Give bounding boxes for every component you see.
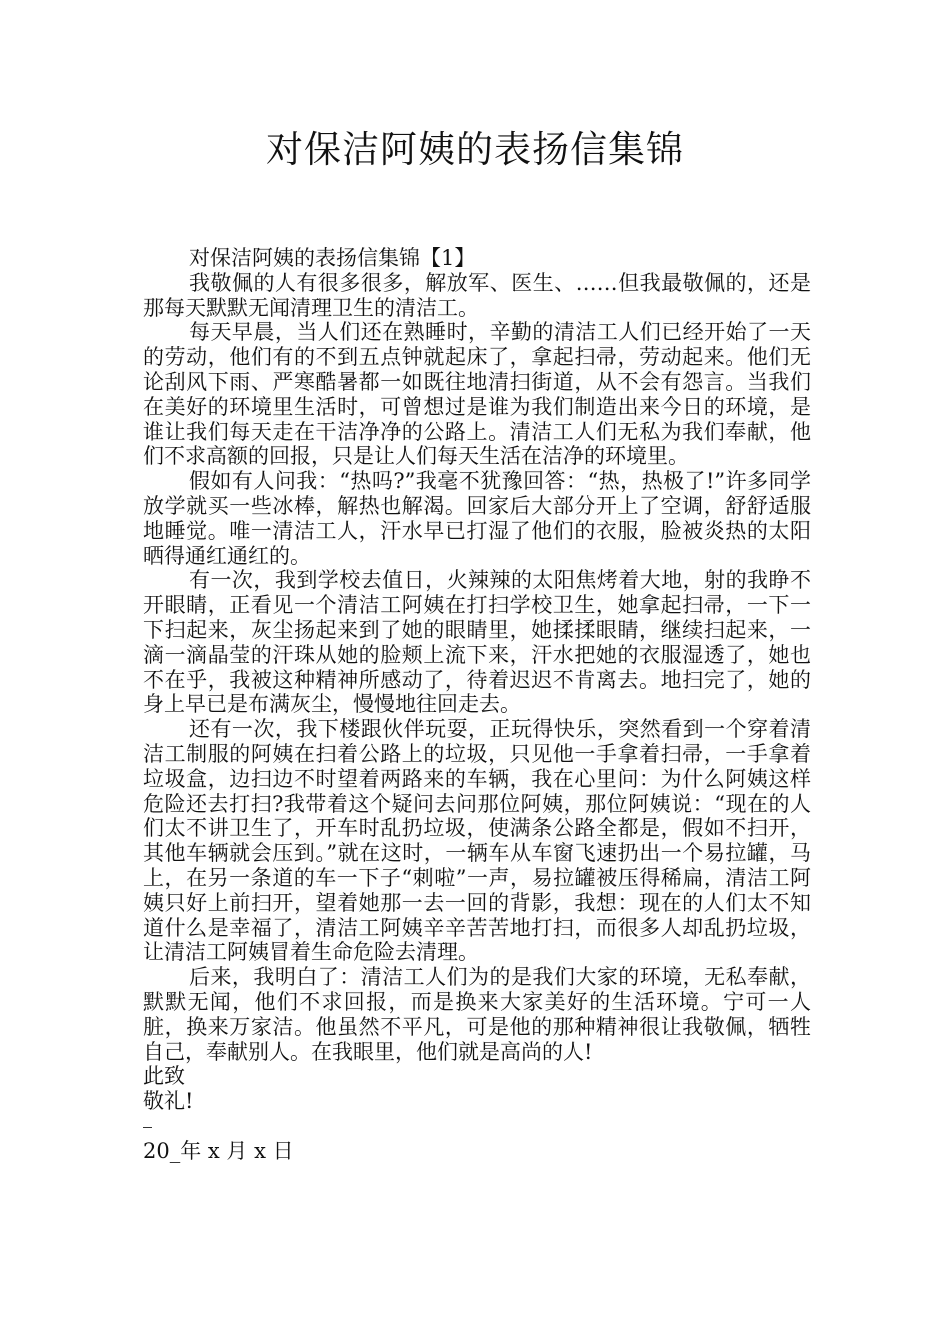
paragraph-4: 有一次，我到学校去值日，火辣辣的太阳焦烤着大地，射的我睁不开眼睛，正看见一个清洁工阿姨在打扫学校卫生，她拿起扫帚，一下一下扫起来，灰尘扬起来到了她的眼睛里，她揉揉眼睛，继续扫起来，一滴一滴晶莹的汗珠从她的脸颊上流下来，汗水把她的衣服湿透了，她也不在乎，我被这种精神所感动了，待着迟迟不肯离去。地扫完了，她的身上早已是布满灰尘，慢慢地往回走去。 bbox=[143, 568, 811, 717]
paragraph-1: 我敬佩的人有很多很多，解放军、医生、……但我最敬佩的，还是那每天默默无闻清理卫生的清洁工。 bbox=[143, 270, 811, 320]
closing-regards: 敬礼! bbox=[143, 1089, 194, 1114]
signature-blank-line bbox=[143, 1114, 811, 1139]
paragraph-3: 假如有人问我：“热吗?”我毫不犹豫回答：“热，热极了!”许多同学放学就买一些冰棒，解热也解渴。回家后大部分开上了空调，舒舒适服地睡觉。唯一清洁工人，汗水早已打湿了他们的衣服，脸被炎热的太阳晒得通红通红的。 bbox=[143, 469, 811, 568]
paragraph-6: 后来，我明白了：清洁工人们为的是我们大家的环境，无私奉献，默默无闻，他们不求回报，而是换来大家美好的生活环境。宁可一人脏，换来万家洁。他虽然不平凡，可是他的那种精神很让我敬佩，牺牲自己，奉献别人。在我眼里，他们就是高尚的人! bbox=[143, 965, 811, 1064]
document-body bbox=[143, 246, 811, 1163]
closing-salutation: 此致 bbox=[143, 1064, 185, 1089]
letter-subheading: 对保洁阿姨的表扬信集锦【1】 bbox=[189, 246, 476, 270]
paragraph-2: 每天早晨，当人们还在熟睡时，辛勤的清洁工人们已经开始了一天的劳动，他们有的不到五点钟就起床了，拿起扫帚，劳动起来。他们无论刮风下雨、严寒酷暑都一如既往地清扫街道，从不会有怨言。当我们在美好的环境里生活时，可曾想过是谁为我们制造出来今日的环境，是谁让我们每天走在干洁净净的公路上。清洁工人们无私为我们奉献，他们不求高额的回报，只是让人们每天生活在洁净的环境里。 bbox=[143, 320, 811, 469]
document-title: 对保洁阿姨的表扬信集锦 bbox=[266, 128, 684, 171]
signature-underline bbox=[143, 1127, 152, 1128]
paragraph-5: 还有一次，我下楼跟伙伴玩耍，正玩得快乐，突然看到一个穿着清洁工制服的阿姨在扫着公路上的垃圾，只见他一手拿着扫帚，一手拿着垃圾盒，边扫边不时望着两路来的车辆，我在心里问：为什么阿姨这样危险还去打扫?我带着这个疑问去问那位阿姨，那位阿姨说：“现在的人们太不讲卫生了，开车时乱扔垃圾，使满条公路全都是，假如不扫开，其他车辆就会压到。”就在这时，一辆车从车窗飞速扔出一个易拉罐，马上，在另一条道的车一下子“刺啦”一声，易拉罐被压得稀扁，清洁工阿姨只好上前扫开，望着她那一去一回的背影，我想：现在的人们太不知道什么是幸福了，清洁工阿姨辛辛苦苦地打扫，而很多人却乱扔垃圾，让清洁工阿姨冒着生命危险去清理。 bbox=[143, 717, 811, 965]
letter-date: 20_年 x 月 x 日 bbox=[143, 1138, 294, 1163]
